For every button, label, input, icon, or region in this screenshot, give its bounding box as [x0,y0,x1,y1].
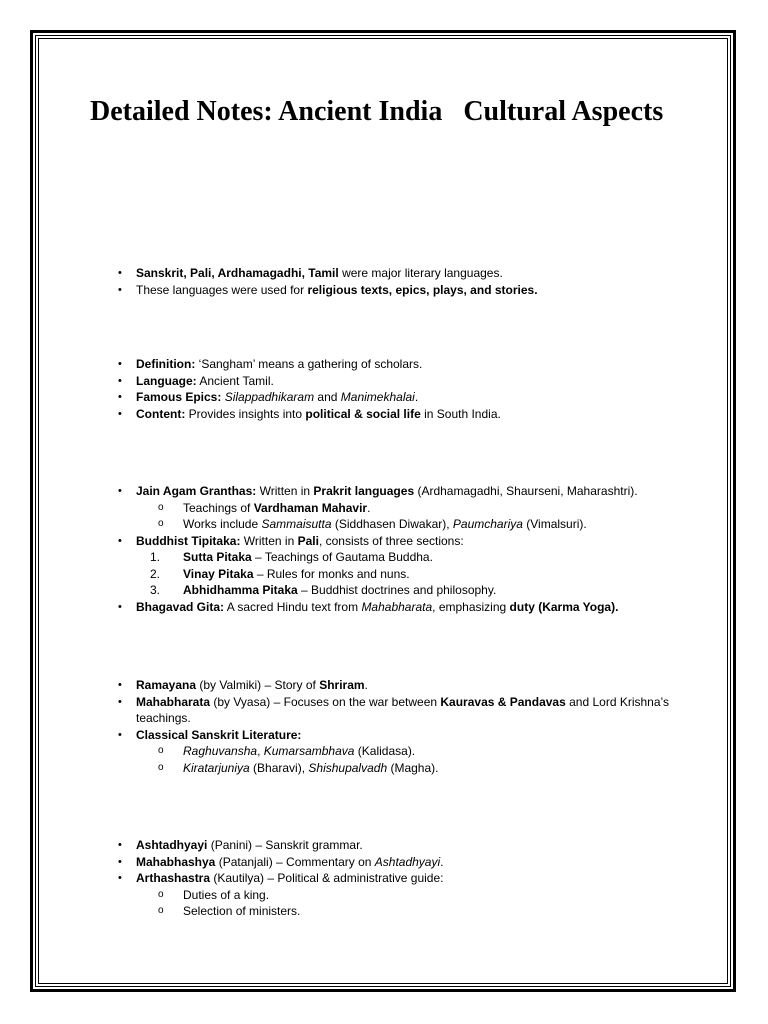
text-run: Provides insights into [185,406,306,421]
text-run: (Vimalsuri). [522,517,587,531]
list-item [116,677,676,694]
list-item [116,599,676,616]
text-run: Works include [183,517,262,531]
bullet-icon: • [118,267,122,279]
text-run: A sacred Hindu text from [224,599,362,614]
text-run: Selection of ministers. [183,904,301,918]
bullet-icon: • [118,534,122,547]
list-item-text [136,374,274,388]
text-run: (by Vyasa) – Focuses on the war between [210,694,441,709]
text-run: Ramayana [136,678,197,692]
list-item [116,483,676,500]
text-run: Written in [256,484,314,498]
text-run: Pali [297,533,319,548]
text-run: Written in [240,533,298,548]
text-run: in South India. [420,406,501,421]
text-run: (Siddhasen Diwakar), [331,517,453,531]
list-item-text [183,888,269,902]
list-item-text [136,390,418,404]
text-run: Vardhaman Mahavir [253,500,368,515]
text-run: Sammaisutta [261,517,332,531]
text-run: Duties of a king. [183,887,270,902]
section-religious-texts [116,483,676,615]
text-run: Mahabhashya [136,854,216,869]
text-run: , emphasizing [432,599,510,614]
list-item [116,694,676,727]
circle-bullet-icon: o [158,888,164,900]
text-run: (Magha). [387,760,439,775]
list-item [116,727,676,744]
bullet-icon: • [118,374,122,387]
bullet-icon: • [118,358,122,370]
bullet-icon: • [118,679,122,691]
text-run: and Lord Krishna’s teachings. [136,694,669,725]
list-item-text [136,695,669,726]
text-run: Silappadhikaram [224,390,315,404]
text-run: Mahabharata [136,694,211,709]
list-item-text [136,357,422,371]
bullet-icon: • [118,839,122,851]
bullet-icon: • [118,728,122,741]
text-run: Prakrit languages [313,484,415,498]
list-item-text [136,407,501,421]
text-run: Bhagavad Gita: [136,599,225,614]
text-run: Teachings of [183,500,254,515]
list-item-text [136,855,443,869]
text-run: Mahabharata [361,599,433,614]
text-run: Jain Agam Granthas: [136,484,257,498]
text-run: (Panini) – Sanskrit grammar. [207,838,363,852]
list-item-text [136,838,363,852]
list-item [116,356,676,373]
list-number: 2. [150,566,161,581]
list-item [116,566,676,583]
text-run: Raghuvansha [183,744,258,758]
list-item-text [136,600,618,614]
bullet-icon: • [118,283,122,296]
text-run: (Kautilya) – Political & administrative guide: [210,871,444,885]
list-item [116,582,676,599]
list-item-text [136,728,301,742]
text-run: Ancient Tamil. [196,373,274,388]
list-item-text [183,550,433,564]
text-run: These languages were used for [136,282,308,297]
text-run: Vinay Pitaka [183,566,254,581]
list-item [116,516,676,533]
list-item [116,373,676,390]
list-item [116,500,676,517]
list-item-text [183,567,410,581]
bullet-icon: • [118,485,122,497]
list-item [116,549,676,566]
list-item [116,533,676,550]
text-run: (Ardhamagadhi, Shaurseni, Maharashtri). [414,484,638,498]
list-item [116,854,676,871]
list-item-text [136,484,638,498]
section-epics [116,677,676,776]
circle-bullet-icon: o [158,745,164,756]
list-item-text [183,761,438,775]
bullet-icon: • [118,407,122,420]
text-run: Content: [136,406,186,421]
text-run: Language: [136,373,197,388]
text-run: Ashtadhyayi [374,854,441,869]
list-item [116,743,676,760]
section-languages [116,265,676,298]
circle-bullet-icon: o [158,518,164,529]
text-run: . [414,390,419,404]
text-run: Shriram [319,678,365,692]
list-item-text [183,501,370,515]
list-item-text [136,266,503,280]
section-treatises [116,837,676,920]
text-run: Sutta Pitaka [183,550,252,564]
text-run: Abhidhamma Pitaka [183,583,298,597]
text-run: – Teachings of Gautama Buddha. [251,550,433,564]
text-run: Arthashastra [136,871,211,885]
text-run: were major literary languages. [338,266,503,280]
text-run: religious texts, epics, plays, and stories. [307,282,538,297]
text-run: Kumarsambhava [263,744,355,758]
text-run: Buddhist Tipitaka: [136,533,241,548]
list-item-text [136,871,443,885]
text-run: . [364,678,368,692]
text-run: , [257,744,264,758]
text-run: (Bharavi), [249,760,309,775]
circle-bullet-icon: o [158,761,164,773]
bullet-icon: • [118,600,122,613]
circle-bullet-icon: o [158,501,164,513]
list-item-text [183,904,300,918]
text-run: Shishupalvadh [308,760,388,775]
list-item [116,887,676,904]
circle-bullet-icon: o [158,905,164,916]
text-run: duty (Karma Yoga). [509,599,619,614]
text-run: (Patanjali) – Commentary on [215,854,375,869]
text-run: Sanskrit, Pali, Ardhamagadhi, Tamil [136,266,339,280]
bullet-icon: • [118,872,122,884]
text-run: Definition: [136,357,196,371]
bullet-icon: • [118,391,122,403]
list-item [116,760,676,777]
text-run: ‘Sangham’ means a gathering of scholars. [195,357,423,371]
list-item-text [136,678,368,692]
list-item-text [183,517,587,531]
list-item [116,903,676,920]
text-run: Kauravas & Pandavas [440,694,566,709]
text-run: (Kalidasa). [354,744,416,758]
list-item [116,265,676,282]
text-run: Kiratarjuniya [183,760,250,775]
list-number: 3. [150,583,161,597]
list-item [116,870,676,887]
list-item [116,389,676,406]
text-run: Famous Epics: [136,390,222,404]
text-run: Classical Sanskrit Literature: [136,727,302,742]
list-item [116,837,676,854]
bullet-icon: • [118,855,122,868]
text-run: , consists of three sections: [318,533,464,548]
bullet-icon: • [118,695,122,708]
section-sangham [116,356,676,422]
page-title: Detailed Notes: Ancient India Cultural Aspects [90,96,664,127]
list-item-text [183,744,415,758]
list-item-text [136,283,538,297]
text-run: Ashtadhyayi [136,838,208,852]
list-item-text [183,583,496,597]
text-run: Paumchariya [452,517,523,531]
list-number: 1. [150,550,161,564]
text-run: – Buddhist doctrines and philosophy. [297,583,497,597]
list-item [116,406,676,423]
text-run: (by Valmiki) – Story of [196,678,320,692]
text-run: political & social life [305,406,421,421]
list-item-text [136,534,464,548]
text-run: and [314,390,341,404]
text-run: . [440,854,444,869]
text-run: . [367,500,371,515]
text-run: Manimekhalai [340,390,415,404]
list-item [116,282,676,299]
text-run: – Rules for monks and nuns. [253,566,410,581]
